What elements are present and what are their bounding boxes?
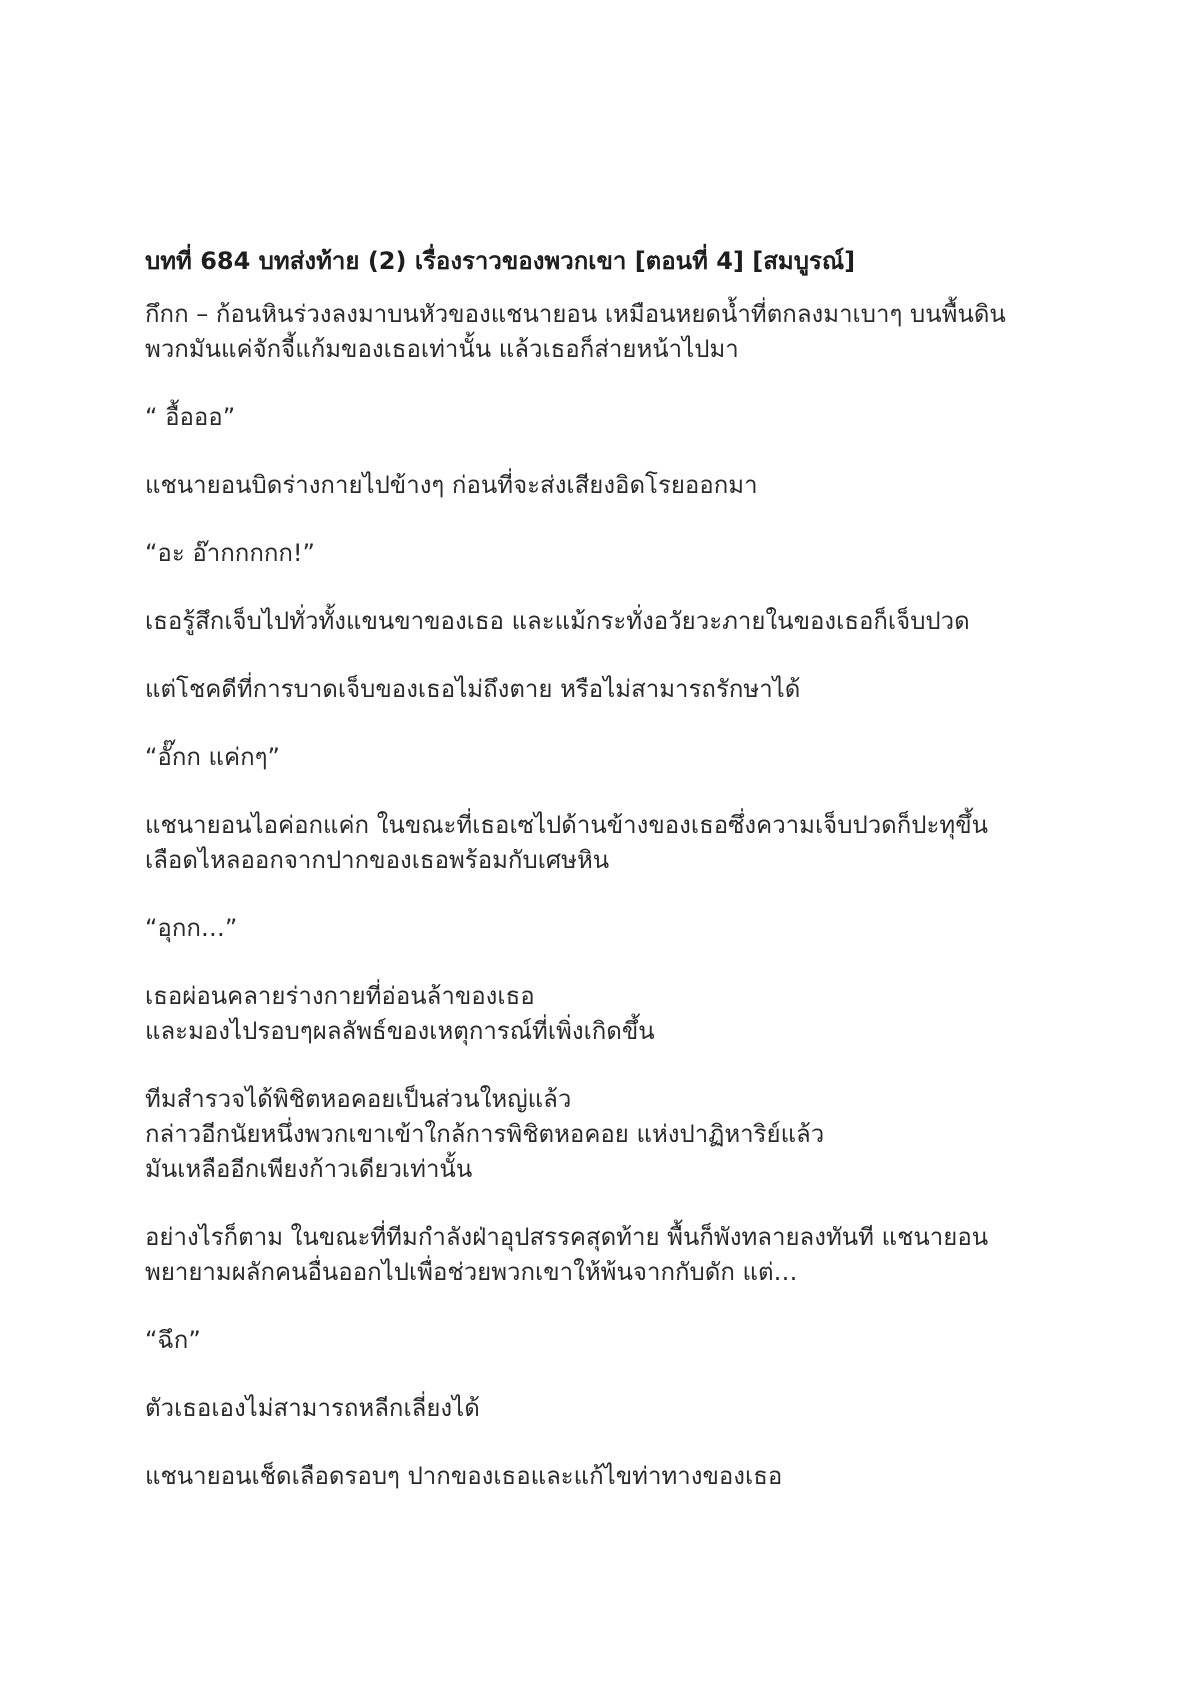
paragraph-line: “อะ อ๊ากกกกก!” — [145, 539, 315, 567]
paragraph-line: “อั๊กก แค่กๆ” — [145, 743, 280, 771]
paragraph-line: พวกมันแค่จักจี้แก้มของเธอเท่านั้น แล้วเธอก็ส่ายหน้าไปมา — [145, 335, 739, 363]
paragraph — [145, 1323, 1065, 1358]
paragraph — [145, 808, 1065, 878]
paragraph-line: กล่าวอีกนัยหนึ่งพวกเขาเข้าใกล้การพิชิตหอคอย แห่งปาฏิหาริย์แล้ว — [145, 1120, 825, 1148]
paragraph-line: แชนายอนบิดร่างกายไปข้างๆ ก่อนที่จะส่งเสียงอิดโรยออกมา — [145, 471, 758, 499]
paragraph — [145, 672, 1065, 707]
paragraph-line: กึกก – ก้อนหินร่วงลงมาบนหัวของแชนายอน เหมือนหยดน้ำที่ตกลงมาเบาๆ บนพื้นดิน — [145, 300, 1006, 328]
paragraph — [145, 536, 1065, 571]
paragraph — [145, 911, 1065, 946]
paragraph-line: และมองไปรอบๆผลลัพธ์ของเหตุการณ์ที่เพิ่งเกิดขึ้น — [145, 1017, 655, 1045]
paragraph-line: เลือดไหลออกจากปากของเธอพร้อมกับเศษหิน — [145, 846, 610, 874]
paragraph — [145, 740, 1065, 775]
paragraph-line: แต่โชคดีที่การบาดเจ็บของเธอไม่ถึงตาย หรือไม่สามารถรักษาได้ — [145, 675, 801, 703]
paragraph-line: แชนายอนเช็ดเลือดรอบๆ ปากของเธอและแก้ไขท่าทางของเธอ — [145, 1462, 783, 1490]
paragraph — [145, 297, 1065, 367]
paragraph-line: อย่างไรก็ตาม ในขณะที่ทีมกำลังฝ่าอุปสรรคสุดท้าย พื้นก็พังทลายลงทันที แชนายอน — [145, 1223, 989, 1251]
paragraph — [145, 1459, 1065, 1494]
chapter-body — [145, 297, 1065, 1494]
paragraph-line: มันเหลืออีกเพียงก้าวเดียวเท่านั้น — [145, 1155, 473, 1183]
paragraph-line: พยายามผลักคนอื่นออกไปเพื่อช่วยพวกเขาให้พ้นจากกับดัก แต่… — [145, 1258, 798, 1286]
paragraph-line: “ อื้อออ” — [145, 403, 236, 431]
paragraph-line: เธอรู้สึกเจ็บไปทั่วทั้งแขนขาของเธอ และแม้กระทั่งอวัยวะภายในของเธอก็เจ็บปวด — [145, 607, 970, 635]
paragraph-line: “อุกก…” — [145, 914, 238, 942]
paragraph — [145, 400, 1065, 435]
paragraph-line: เธอผ่อนคลายร่างกายที่อ่อนล้าของเธอ — [145, 982, 535, 1010]
paragraph — [145, 979, 1065, 1049]
document-page — [145, 244, 1065, 1527]
paragraph — [145, 1082, 1065, 1187]
paragraph-line: ทีมสำรวจได้พิชิตหอคอยเป็นส่วนใหญ่แล้ว — [145, 1085, 572, 1113]
paragraph-line: “ฉึก” — [145, 1326, 201, 1354]
chapter-title: บทที่ 684 บทส่งท้าย (2) เรื่องราวของพวกเขา [ตอนที่ 4] [สมบูรณ์] — [145, 247, 856, 275]
paragraph-line: ตัวเธอเองไม่สามารถหลีกเลี่ยงได้ — [145, 1394, 480, 1422]
paragraph — [145, 1391, 1065, 1426]
paragraph — [145, 468, 1065, 503]
paragraph-line: แชนายอนไอค่อกแค่ก ในขณะที่เธอเซไปด้านข้างของเธอซึ่งความเจ็บปวดก็ปะทุขึ้น — [145, 811, 989, 839]
paragraph — [145, 604, 1065, 639]
paragraph — [145, 1220, 1065, 1290]
